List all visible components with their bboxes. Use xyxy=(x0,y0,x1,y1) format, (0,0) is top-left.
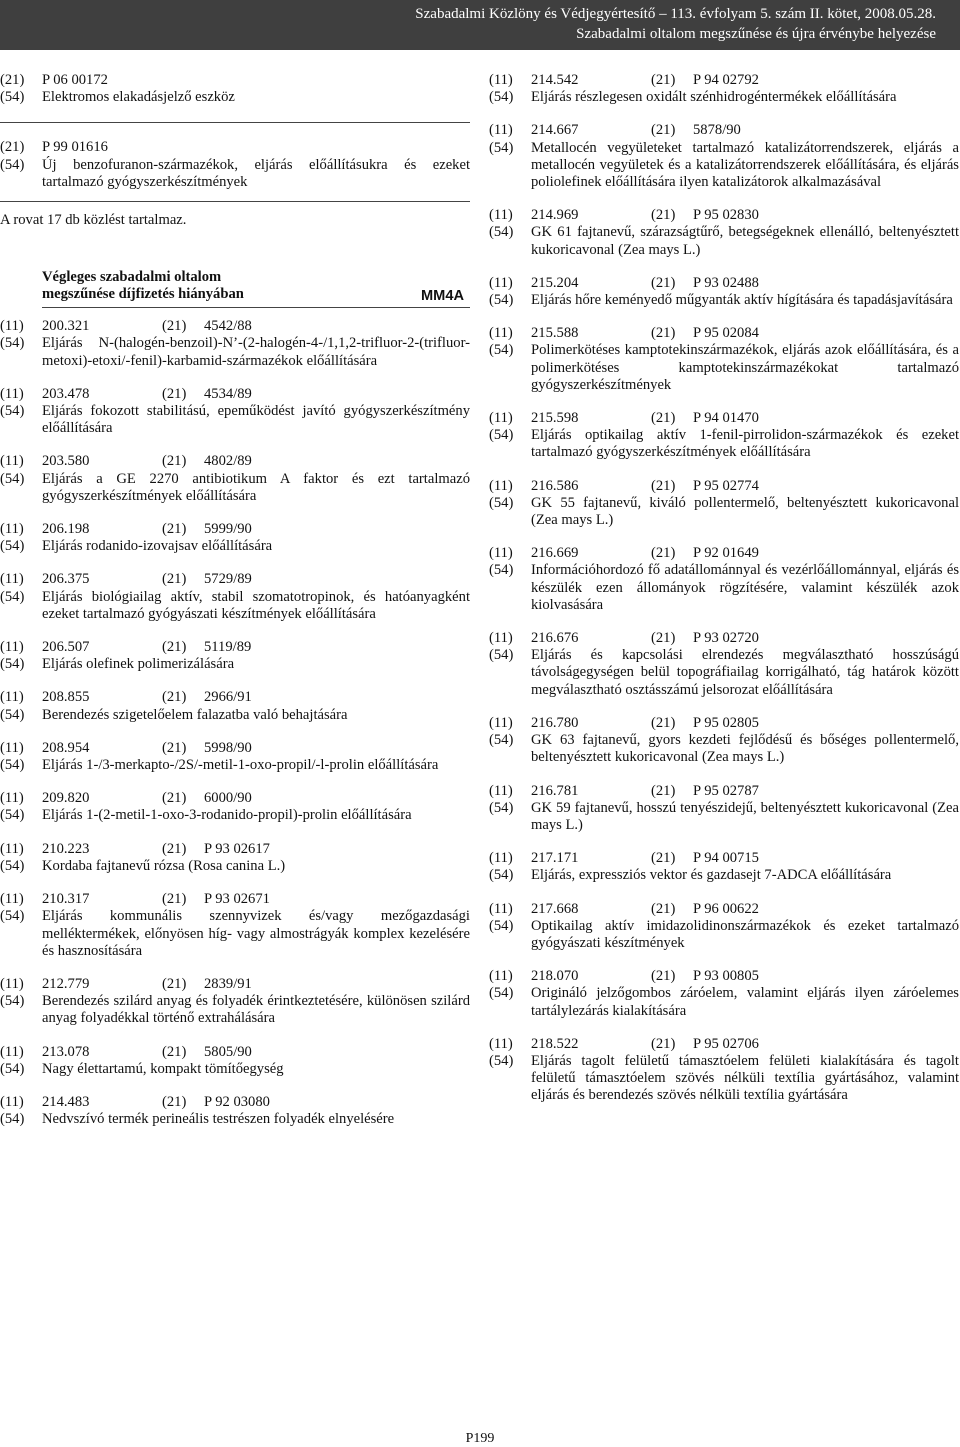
field-code: (11) xyxy=(0,1043,24,1060)
patent-number: 216.781 xyxy=(531,782,579,799)
list-item xyxy=(489,207,959,259)
application-number: P 95 02830 xyxy=(693,207,759,224)
left-column xyxy=(0,72,470,1144)
list-item xyxy=(489,325,959,394)
field-code: (11) xyxy=(489,782,513,799)
list-item xyxy=(489,478,959,530)
field-code: (21) xyxy=(162,739,187,756)
field-code: (54) xyxy=(489,562,514,579)
field-code: (54) xyxy=(0,1060,25,1077)
field-code: (21) xyxy=(651,1035,676,1052)
field-code: (54) xyxy=(0,470,25,487)
field-code: (21) xyxy=(651,122,676,139)
list-item xyxy=(0,689,470,723)
field-code: (11) xyxy=(489,545,513,562)
field-code: (11) xyxy=(0,453,24,470)
field-code: (21) xyxy=(651,968,676,985)
patent-number: 208.855 xyxy=(42,689,90,706)
application-number: P 93 02671 xyxy=(204,891,270,908)
patent-title: Eljárás olefinek polimerizálására xyxy=(42,656,235,673)
application-number: P 95 02787 xyxy=(693,782,759,799)
field-code: (11) xyxy=(489,900,513,917)
list-item xyxy=(0,386,470,438)
list-item xyxy=(489,630,959,699)
list-item xyxy=(489,545,959,614)
application-number: P 92 01649 xyxy=(693,545,759,562)
field-code: (21) xyxy=(651,630,676,647)
patent-title: Eljárás N-(halogén-benzoil)-N’-(2-halogén-4-/1,1,2-trifluor-2-(trifluor-metoxi)-etoxi/-fenil)-karbamid-származékok előállítására xyxy=(42,335,470,369)
field-code: (11) xyxy=(0,975,24,992)
field-code: (54) xyxy=(489,867,514,884)
patent-title: Eljárás tagolt felületű támasztóelem felületi kialakítására és tagolt felületű támasztóelem szövés nélküli textília gyártásához, valamint eljárás és berendezés szövés nélküli textília gyártására xyxy=(531,1052,959,1104)
list-item xyxy=(0,1044,470,1078)
field-code: (54) xyxy=(489,427,514,444)
patent-title: Eljárás és kapcsolási elrendezés megválasztható hosszúságú távolságegységen belül topográfiailag korrigálható, tág határok között megválasztható osztásszámú jelsorozat előállítására xyxy=(531,647,959,698)
journal-title: Szabadalmi Közlöny és Védjegyértesítő – 113. évfolyam 5. szám II. kötet, 2008.05.28. xyxy=(415,6,936,22)
field-code: (11) xyxy=(0,571,24,588)
field-code: (21) xyxy=(162,689,187,706)
patent-number: 206.507 xyxy=(42,639,90,656)
field-code: (21) xyxy=(162,521,187,538)
patent-title: Eljárás 1-(2-metil-1-oxo-3-rodanido-propil)-prolin előállítására xyxy=(42,807,412,824)
application-number: P 96 00622 xyxy=(693,900,759,917)
field-code: (11) xyxy=(0,385,24,402)
patent-number: 218.522 xyxy=(531,1035,579,1052)
patent-list xyxy=(0,318,470,1128)
page-header xyxy=(0,0,960,50)
field-code: (54) xyxy=(489,89,514,106)
application-number: 5999/90 xyxy=(204,521,252,538)
section-title-line2: megszűnése díjfizetés hiányában xyxy=(42,286,244,303)
field-code: (21) xyxy=(651,274,676,291)
field-code: (21) xyxy=(651,207,676,224)
section-title-line1: Végleges szabadalmi oltalom xyxy=(42,269,222,286)
application-number: P 95 02774 xyxy=(693,477,759,494)
field-code: (11) xyxy=(489,630,513,647)
list-item xyxy=(0,639,470,673)
application-number: P 95 02805 xyxy=(693,714,759,731)
patent-title: Eljárás fokozott stabilitású, epeműködést javító gyógyszerkészítmény előállítására xyxy=(42,403,470,437)
application-number: 5119/89 xyxy=(204,639,252,656)
field-code: (21) xyxy=(651,714,676,731)
application-number: P 92 03080 xyxy=(204,1093,270,1110)
application-number: P 95 02706 xyxy=(693,1035,759,1052)
patent-title: Berendezés szilárd anyag és folyadék érintkeztetésére, különösen szilárd anyag folyadékkal történő extrahálására xyxy=(42,993,470,1027)
field-code: (21) xyxy=(0,139,25,156)
field-code: (54) xyxy=(0,403,25,420)
patent-number: 203.478 xyxy=(42,385,90,402)
field-code: (11) xyxy=(489,274,513,291)
field-code: (11) xyxy=(489,850,513,867)
field-code: (11) xyxy=(0,689,24,706)
application-number: 5729/89 xyxy=(204,571,252,588)
field-code: (11) xyxy=(0,739,24,756)
patent-title: Eljárás kommunális szennyvizek és/vagy mezőgazdasági melléktermékek, előnyösen híg- vagy almostrágyák komplex kezelésére és hasznosítására xyxy=(42,908,470,959)
field-code: (54) xyxy=(489,985,514,1002)
field-code: (54) xyxy=(489,494,514,511)
field-code: (54) xyxy=(0,757,25,774)
application-number: P 94 02792 xyxy=(693,72,759,88)
field-code: (54) xyxy=(489,917,514,934)
list-item xyxy=(0,740,470,774)
application-number: 4534/89 xyxy=(204,385,252,402)
field-code: (21) xyxy=(651,325,676,342)
patent-title: Eljárás 1-/3-merkapto-/2S/-metil-1-oxo-propil/-l-prolin előállítására xyxy=(42,757,439,774)
patent-number: 216.586 xyxy=(531,477,579,494)
application-number: 5998/90 xyxy=(204,739,252,756)
divider xyxy=(0,201,470,202)
field-code: (21) xyxy=(162,1093,187,1110)
patent-number: 217.668 xyxy=(531,900,579,917)
field-code: (54) xyxy=(0,908,25,925)
list-item xyxy=(0,72,470,106)
list-item xyxy=(489,715,959,767)
field-code: (54) xyxy=(489,647,514,664)
patent-number: 208.954 xyxy=(42,739,90,756)
list-item xyxy=(0,841,470,875)
section-title xyxy=(42,269,470,305)
field-code: (54) xyxy=(0,156,25,173)
field-code: (21) xyxy=(651,477,676,494)
field-code: (11) xyxy=(489,72,513,88)
list-item xyxy=(0,318,470,370)
patent-title: Eljárás rodanido-izovajsav előállítására xyxy=(42,538,273,555)
page-number: P199 xyxy=(465,1431,495,1446)
application-number: P 94 00715 xyxy=(693,850,759,867)
patent-title: Információhordozó fő adatállománnyal és vezérlőállománnyal, eljárás és készülék ezen állományok rögzítésére, valamint készülék azok kiolvasására xyxy=(531,562,959,613)
application-number: 5878/90 xyxy=(693,122,741,139)
field-code: (21) xyxy=(651,545,676,562)
patent-number: 214.542 xyxy=(531,72,579,88)
list-item xyxy=(0,1094,470,1128)
field-code: (11) xyxy=(489,207,513,224)
field-code: (11) xyxy=(489,477,513,494)
patent-title: Eljárás hőre keményedő műgyanták aktív hígítására és tapadásjavítására xyxy=(531,292,953,309)
application-number: P 93 00805 xyxy=(693,968,759,985)
field-code: (54) xyxy=(0,656,25,673)
patent-number: 214.969 xyxy=(531,207,579,224)
patent-number: 203.580 xyxy=(42,453,90,470)
patent-title: GK 59 fajtanevű, hosszú tenyészidejű, beltenyésztett kukoricavonal (Zea mays L.) xyxy=(531,799,959,833)
field-code: (11) xyxy=(489,1035,513,1052)
field-code: (11) xyxy=(0,891,24,908)
patent-title: Eljárás részlegesen oxidált szénhidrogéntermékek előállítására xyxy=(531,89,897,106)
list-item xyxy=(489,72,959,106)
field-code: (21) xyxy=(162,790,187,807)
field-code: (21) xyxy=(162,891,187,908)
patent-title: Új benzofuranon-származékok, eljárás előállításukra és ezeket tartalmazó gyógyszerkészítmények xyxy=(42,156,470,190)
patent-number: 217.171 xyxy=(531,850,579,867)
patent-title: Eljárás biológiailag aktív, stabil szomatotropinok, és hatóanyagként ezeket tartalmazó gyógyászati készítmények előállítására xyxy=(42,588,470,622)
patent-number: 215.588 xyxy=(531,325,579,342)
field-code: (54) xyxy=(489,139,514,156)
patent-number: 216.669 xyxy=(531,545,579,562)
field-code: (54) xyxy=(489,342,514,359)
patent-title: Polimerkötéses kamptotekinszármazékok, eljárás azok előállítására, és a polimerkötéses kamptotekinszármazékokat tartalmazó gyógyszerkészítmények xyxy=(531,342,959,393)
application-number: 2966/91 xyxy=(204,689,252,706)
list-item xyxy=(489,275,959,309)
patent-number: 216.676 xyxy=(531,630,579,647)
field-code: (54) xyxy=(0,993,25,1010)
list-item xyxy=(489,410,959,462)
application-number: 5805/90 xyxy=(204,1043,252,1060)
patent-number: 209.820 xyxy=(42,790,90,807)
field-code: (11) xyxy=(489,714,513,731)
field-code: (21) xyxy=(651,900,676,917)
patent-title: Nagy élettartamú, kompakt tömítőegység xyxy=(42,1060,284,1077)
patent-number: 210.317 xyxy=(42,891,90,908)
field-code: (54) xyxy=(489,732,514,749)
application-number: P 95 02084 xyxy=(693,325,759,342)
patent-number: 210.223 xyxy=(42,840,90,857)
section-code-badge: MM4A xyxy=(421,288,464,305)
patent-list xyxy=(489,72,959,1105)
field-code: (11) xyxy=(0,840,24,857)
list-item xyxy=(0,453,470,505)
patent-number: 200.321 xyxy=(42,318,90,335)
application-number: 4542/88 xyxy=(204,318,252,335)
patent-number: 214.667 xyxy=(531,122,579,139)
patent-title: GK 55 fajtanevű, kiváló pollentermelő, beltenyésztett kukoricavonal (Zea mays L.) xyxy=(531,494,959,529)
right-column xyxy=(489,72,959,1121)
field-code: (54) xyxy=(489,292,514,309)
patent-title: Berendezés szigetelőelem falazatba való behajtására xyxy=(42,706,348,723)
field-code: (54) xyxy=(0,588,25,605)
application-number: 4802/89 xyxy=(204,453,252,470)
field-code: (11) xyxy=(489,968,513,985)
patent-title: Eljárás a GE 2270 antibiotikum A faktor és ezt tartalmazó gyógyszerkészítmények előállítására xyxy=(42,470,470,504)
field-code: (54) xyxy=(0,706,25,723)
field-code: (54) xyxy=(0,335,25,352)
field-code: (21) xyxy=(0,72,25,88)
application-number: P 93 02720 xyxy=(693,630,759,647)
patent-title: Eljárás, expressziós vektor és gazdasejt 7-ADCA előállítására xyxy=(531,867,892,884)
field-code: (21) xyxy=(162,1043,187,1060)
application-number: P 94 01470 xyxy=(693,410,759,427)
field-code: (11) xyxy=(0,639,24,656)
divider xyxy=(42,307,470,308)
field-code: (54) xyxy=(0,857,25,874)
field-code: (54) xyxy=(0,538,25,555)
application-number: P 93 02488 xyxy=(693,274,759,291)
list-item xyxy=(489,783,959,835)
field-code: (21) xyxy=(651,410,676,427)
patent-number: 212.779 xyxy=(42,975,90,992)
patent-title: Eljárás optikailag aktív 1-fenil-pirrolidon-származékok és ezeket tartalmazó gyógyszerkészítmények előállítására xyxy=(531,427,959,461)
list-item xyxy=(0,139,470,191)
field-code: (21) xyxy=(162,840,187,857)
patent-number: 214.483 xyxy=(42,1093,90,1110)
patent-number: 213.078 xyxy=(42,1043,90,1060)
list-item xyxy=(0,790,470,824)
list-item xyxy=(0,521,470,555)
patent-title: GK 61 fajtanevű, szárazságtűrő, betegségeknek ellenálló, beltenyésztett kukoricavonal (Zea mays L.) xyxy=(531,224,959,258)
list-item xyxy=(489,901,959,953)
patent-number: 218.070 xyxy=(531,968,579,985)
field-code: (21) xyxy=(162,639,187,656)
field-code: (11) xyxy=(0,790,24,807)
patent-number: 206.198 xyxy=(42,521,90,538)
application-number: P 93 02617 xyxy=(204,840,270,857)
application-number: P 99 01616 xyxy=(42,139,108,156)
list-item xyxy=(0,571,470,623)
field-code: (11) xyxy=(489,122,513,139)
field-code: (21) xyxy=(651,850,676,867)
list-item xyxy=(489,122,959,191)
patent-title: Metallocén vegyületeket tartalmazó katalizátorrendszerek, eljárás a metallocén vegyületek és a katalizátorrendszerek előállítására, és eljárás poliolefinek előállítására ilyen katalizátorok alkalmazásával xyxy=(531,139,959,191)
field-code: (21) xyxy=(162,453,187,470)
list-item xyxy=(0,976,470,1028)
field-code: (54) xyxy=(489,1052,514,1069)
divider xyxy=(0,122,470,123)
application-number: 2839/91 xyxy=(204,975,252,992)
field-code: (11) xyxy=(0,521,24,538)
field-code: (54) xyxy=(489,224,514,241)
field-code: (11) xyxy=(0,1093,24,1110)
patent-number: 215.204 xyxy=(531,274,579,291)
field-code: (21) xyxy=(162,385,187,402)
patent-title: Origináló jelzőgombos záróelem, valamint eljárás ilyen záróelemes tartálylezárás kialakítására xyxy=(531,985,959,1019)
field-code: (11) xyxy=(489,410,513,427)
patent-title: Elektromos elakadásjelző eszköz xyxy=(42,89,235,106)
patent-title: Optikailag aktív imidazolidinonszármazékok és ezeket tartalmazó gyógyászati készítmények xyxy=(531,917,959,951)
list-item xyxy=(489,1036,959,1105)
field-code: (11) xyxy=(489,325,513,342)
list-item xyxy=(489,850,959,884)
patent-title: Nedvszívó termék perineális testrészen folyadék elnyelésére xyxy=(42,1111,395,1128)
list-item xyxy=(489,968,959,1020)
field-code: (11) xyxy=(0,318,24,335)
field-code: (21) xyxy=(162,318,187,335)
patent-title: Kordaba fajtanevű rózsa (Rosa canina L.) xyxy=(42,857,286,874)
field-code: (21) xyxy=(651,72,676,88)
field-code: (21) xyxy=(162,571,187,588)
application-number: P 06 00172 xyxy=(42,72,108,88)
patent-title: GK 63 fajtanevű, gyors kezdeti fejlődésű és bőséges pollentermelő, beltenyésztett kukoricavonal (Zea mays L.) xyxy=(531,732,959,766)
field-code: (54) xyxy=(0,1111,25,1128)
section-heading: Szabadalmi oltalom megszűnése és újra érvénybe helyezése xyxy=(576,26,936,42)
patent-number: 216.780 xyxy=(531,714,579,731)
section-summary: A rovat 17 db közlést tartalmaz. xyxy=(0,212,187,229)
field-code: (21) xyxy=(162,975,187,992)
field-code: (21) xyxy=(651,782,676,799)
patent-number: 206.375 xyxy=(42,571,90,588)
application-number: 6000/90 xyxy=(204,790,252,807)
field-code: (54) xyxy=(0,807,25,824)
patent-number: 215.598 xyxy=(531,410,579,427)
list-item xyxy=(0,891,470,960)
field-code: (54) xyxy=(0,89,25,106)
field-code: (54) xyxy=(489,799,514,816)
